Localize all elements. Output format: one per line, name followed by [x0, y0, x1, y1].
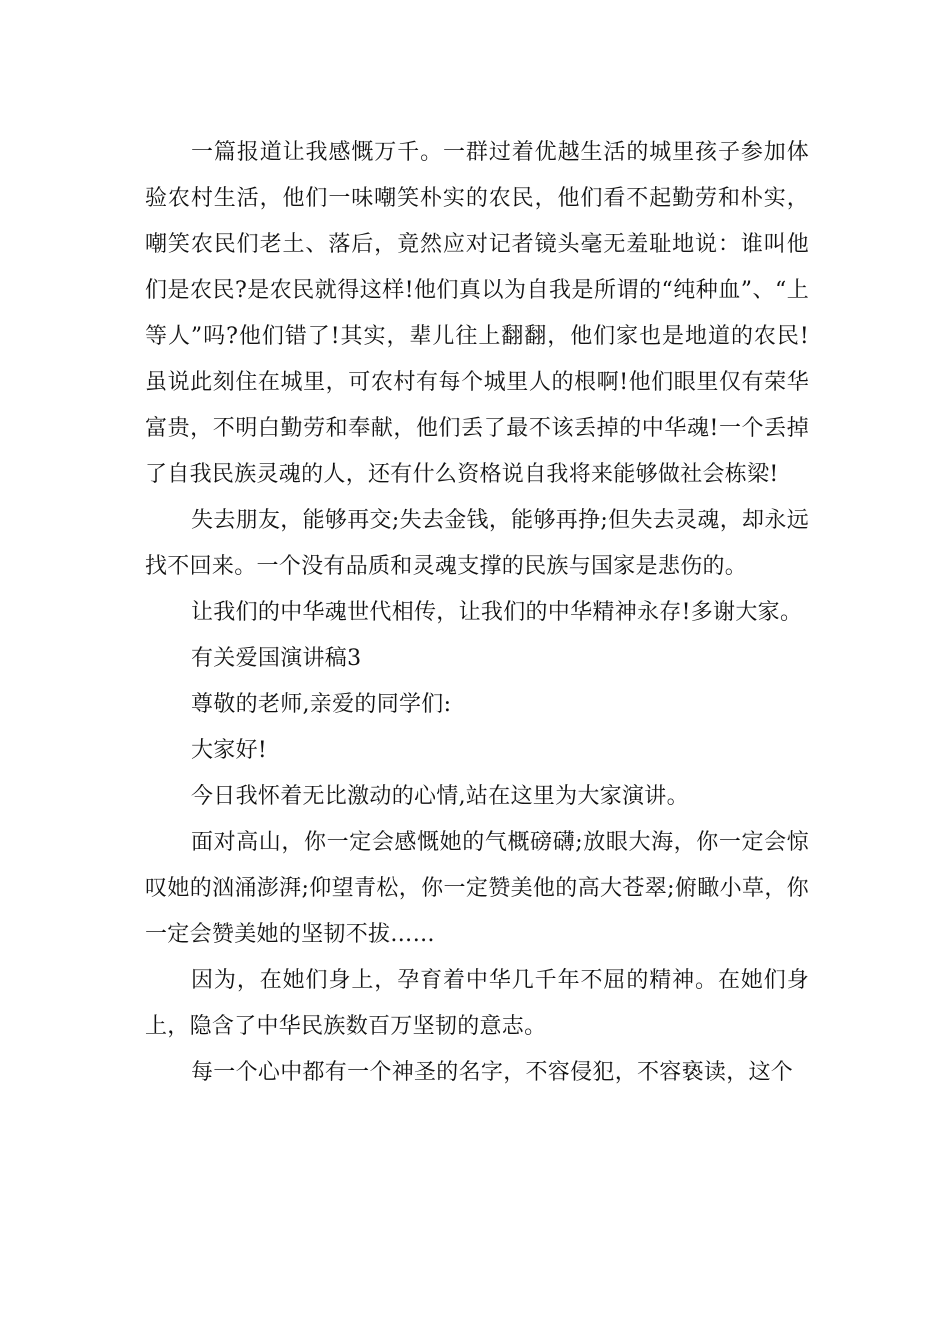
- salutation: 尊敬的老师,亲爱的同学们:: [191, 692, 452, 717]
- paragraph-closing-thanks: 让我们的中华魂世代相传，让我们的中华精神永存!多谢大家。: [191, 600, 803, 625]
- document-body: [145, 130, 809, 1096]
- speech-title: 有关爱国演讲稿3: [191, 646, 362, 671]
- paragraph-report: 一篇报道让我感慨万千。一群过着优越生活的城里孩子参加体验农村生活，他们一味嘲笑朴实的农民，他们看不起勤劳和朴实，嘲笑农民们老土、落后，竟然应对记者镜头毫无羞耻地说：谁叫他们是农民?是农民就得这样!他们真以为自我是所谓的“纯种血”、“上等人”吗?他们错了!其实，辈儿往上翻翻，他们家也是地道的农民!虽说此刻住在城里，可农村有每个城里人的根啊!他们眼里仅有荣华富贵，不明白勤劳和奉献，他们丢了最不该丢掉的中华魂!一个丢掉了自我民族灵魂的人，还有什么资格说自我将来能够做社会栋梁!: [145, 140, 809, 487]
- paragraph-opening: 今日我怀着无比激动的心情,站在这里为大家演讲。: [191, 784, 689, 809]
- paragraph-nature: 面对高山，你一定会感慨她的气概磅礴;放眼大海，你一定会惊叹她的汹涌澎湃;仰望青松，你一定赞美他的高大苍翠;俯瞰小草，你一定会赞美她的坚韧不拔……: [145, 830, 809, 947]
- greeting: 大家好!: [191, 738, 268, 763]
- paragraph-sacred-name: 每一个心中都有一个神圣的名字，不容侵犯，不容亵读，这个: [191, 1060, 794, 1085]
- paragraph-lose-soul: 失去朋友，能够再交;失去金钱，能够再挣;但失去灵魂，却永远找不回来。一个没有品质和灵魂支撑的民族与国家是悲伤的。: [145, 508, 809, 579]
- paragraph-spirit: 因为，在她们身上，孕育着中华几千年不屈的精神。在她们身上，隐含了中华民族数百万坚韧的意志。: [145, 968, 809, 1039]
